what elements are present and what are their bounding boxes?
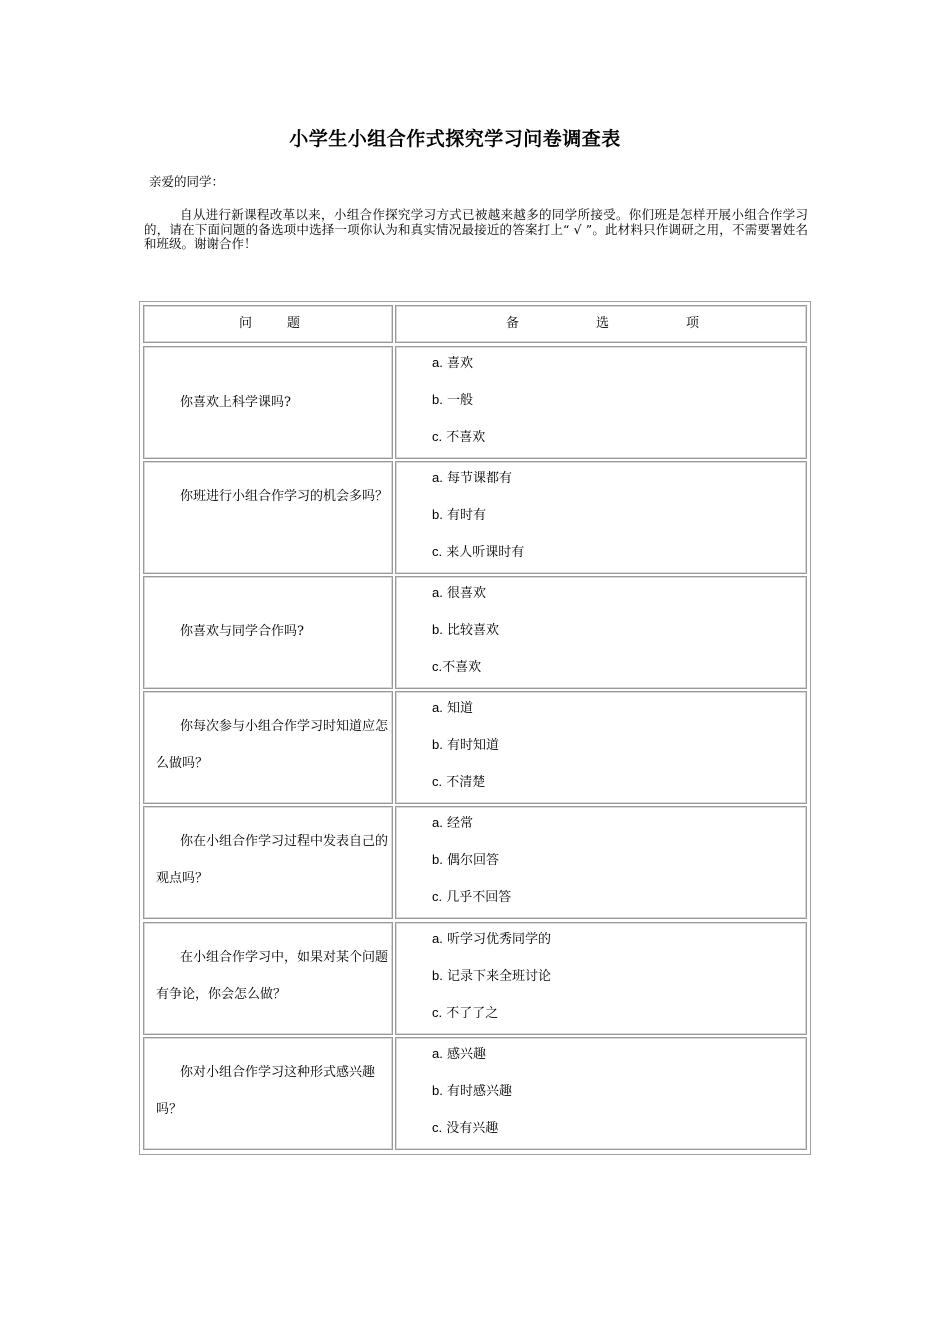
option-c[interactable]: c. 不清楚 [432, 774, 486, 790]
option-a[interactable]: a. 感兴趣 [432, 1046, 486, 1062]
option-a[interactable]: a. 很喜欢 [432, 585, 486, 601]
question-cell [143, 1037, 393, 1150]
option-c[interactable]: c. 没有兴趣 [432, 1120, 499, 1136]
intro-paragraph: 自从进行新课程改革以来，小组合作探究学习方式已被越来越多的同学所接受。你们班是怎样开展小组合作学习的，请在下面问题的备选项中选择一项你认为和真实情况最接近的答案打上“ √ ”。此材料只作调研之用，不需要署姓名和班级。谢谢合作！ [144, 207, 808, 251]
option-b[interactable]: b. 有时感兴趣 [432, 1083, 512, 1099]
option-a[interactable]: a. 知道 [432, 700, 473, 716]
question-cell [143, 691, 393, 804]
question-cell [143, 461, 393, 574]
options-cell [395, 691, 807, 804]
question-text: 你喜欢上科学课吗? [180, 395, 291, 410]
option-b[interactable]: b. 记录下来全班讨论 [432, 968, 551, 984]
option-a[interactable]: a. 每节课都有 [432, 470, 512, 486]
question-text: 你喜欢与同学合作吗? [180, 624, 304, 639]
header-options-char: 备 [506, 316, 520, 331]
header-question-char: 问 [239, 316, 253, 331]
option-c[interactable]: c. 不喜欢 [432, 429, 486, 445]
option-b[interactable]: b. 一般 [432, 392, 473, 408]
option-a[interactable]: a. 经常 [432, 815, 473, 831]
option-b[interactable]: b. 偶尔回答 [432, 852, 499, 868]
options-cell [395, 1037, 807, 1150]
survey-table [139, 301, 811, 1155]
options-cell [395, 576, 807, 689]
question-text: 你每次参与小组合作学习时知道应怎么做吗？ [156, 719, 389, 771]
option-b[interactable]: b. 比较喜欢 [432, 622, 499, 638]
question-cell [143, 922, 393, 1035]
option-c[interactable]: c. 来人听课时有 [432, 544, 525, 560]
option-a[interactable]: a. 喜欢 [432, 355, 473, 371]
option-c[interactable]: c. 不了了之 [432, 1005, 499, 1021]
header-options-char: 选 [596, 316, 610, 331]
options-cell [395, 922, 807, 1035]
question-text: 你对小组合作学习这种形式感兴趣吗？ [156, 1065, 376, 1117]
options-cell [395, 461, 807, 574]
header-options-char: 项 [686, 316, 700, 331]
option-b[interactable]: b. 有时有 [432, 507, 486, 523]
question-text: 你在小组合作学习过程中发表自己的观点吗？ [156, 834, 389, 886]
option-c[interactable]: c. 几乎不回答 [432, 889, 512, 905]
header-question-char: 题 [287, 316, 301, 331]
question-text: 在小组合作学习中，如果对某个问题有争论，你会怎么做？ [156, 950, 389, 1002]
header-question-cell [143, 305, 393, 343]
option-a[interactable]: a. 听学习优秀同学的 [432, 931, 551, 947]
options-cell [395, 346, 807, 459]
page-title: 小学生小组合作式探究学习问卷调查表 [289, 128, 621, 150]
question-cell [143, 346, 393, 459]
options-cell [395, 806, 807, 919]
option-b[interactable]: b. 有时知道 [432, 737, 499, 753]
greeting: 亲爱的同学： [149, 174, 225, 189]
question-cell [143, 806, 393, 919]
question-cell [143, 576, 393, 689]
question-text: 你班进行小组合作学习的机会多吗？ [180, 489, 389, 504]
header-options-cell [395, 305, 807, 343]
option-c[interactable]: c.不喜欢 [432, 659, 482, 675]
